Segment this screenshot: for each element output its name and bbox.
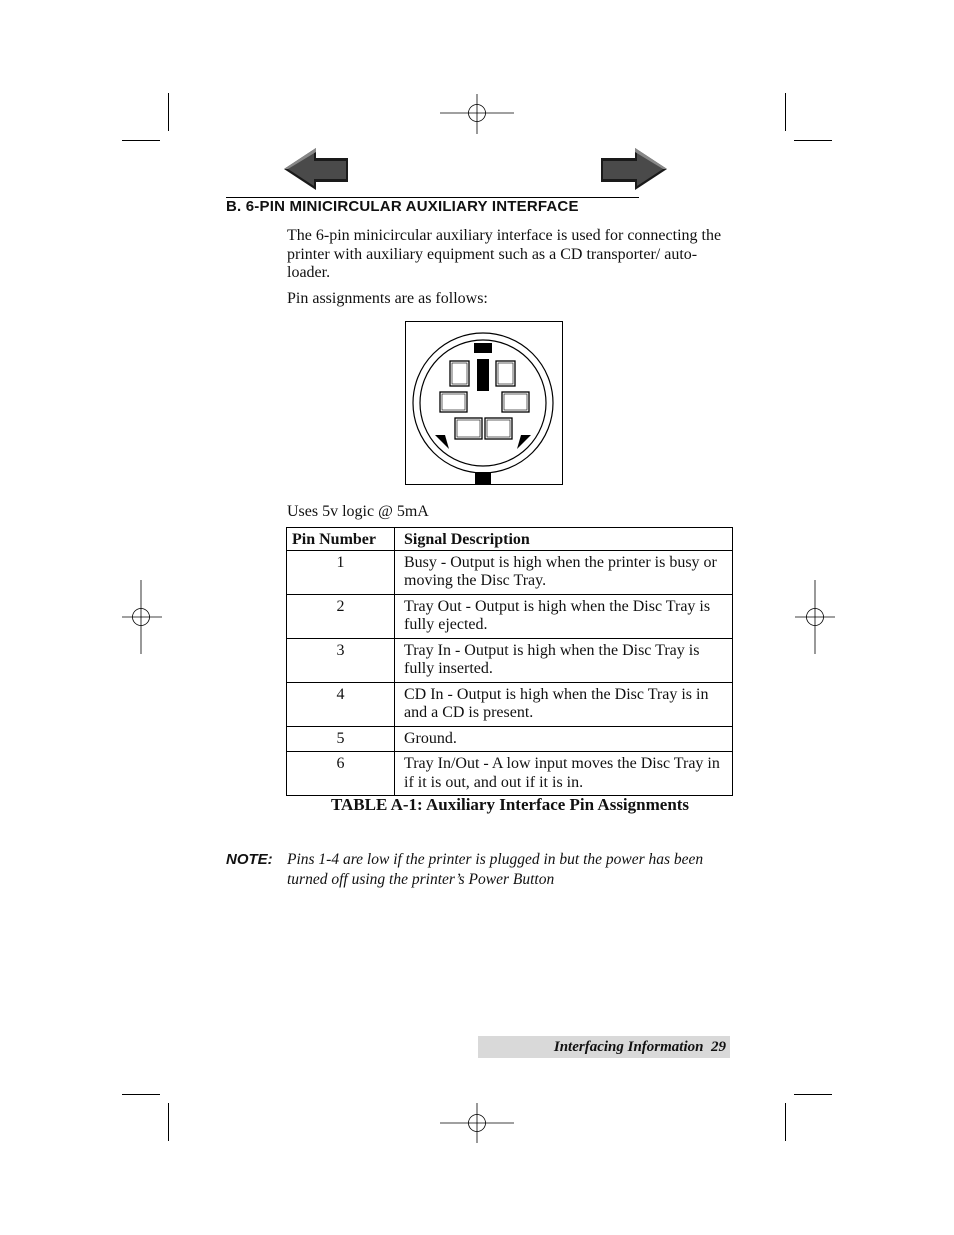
crop-mark [168,93,169,131]
left-arrow-icon[interactable] [280,146,350,192]
section-heading: B. 6-PIN MINICIRCULAR AUXILIARY INTERFACE [226,198,579,215]
crop-mark [794,1094,832,1095]
pin-number: 4 [287,682,395,726]
connector-pinout-diagram [405,321,563,485]
page-footer [478,1036,730,1058]
registration-mark-bottom [440,1103,514,1143]
right-arrow-icon[interactable] [599,146,671,192]
footer-section-title: Interfacing Information [553,1039,704,1055]
table-row [287,594,733,638]
signal-description: Tray Out - Output is high when the Disc Tray is fully ejected. [395,594,733,638]
signal-description: Tray In - Output is high when the Disc Tray is fully inserted. [395,638,733,682]
table-row [287,550,733,594]
table-header-row [287,528,733,551]
pin-number: 1 [287,550,395,594]
column-header-pin: Pin Number [287,528,395,551]
crop-mark [122,140,160,141]
pin-number: 6 [287,752,395,796]
pin-assignment-table [286,527,733,796]
intro-paragraph: The 6-pin minicircular auxiliary interface is used for connecting the printer with auxiliary equipment such as a CD transporter/ auto-loader. [287,227,722,281]
signal-description: Busy - Output is high when the printer is busy or moving the Disc Tray. [404,553,717,589]
signal-description: Ground. [395,726,733,752]
signal-description: Tray In/Out - A low input moves the Disc Tray in if it is out, and out if it is in. [395,752,733,796]
table-row [287,726,733,752]
page-number: 29 [711,1039,726,1055]
table-row [287,682,733,726]
crop-mark [794,140,832,141]
crop-mark [785,1103,786,1141]
note-text: Pins 1-4 are low if the printer is plugged in but the power has been turned off using the printer’s Power Button [287,851,704,888]
crop-mark [122,1094,160,1095]
column-header-description: Signal Description [395,528,733,551]
note-label: NOTE: [226,851,273,868]
table-caption: TABLE A-1: Auxiliary Interface Pin Assignments [330,795,690,814]
pin-assignments-lead: Pin assignments are as follows: [287,290,488,307]
table-row [287,638,733,682]
registration-mark-right [795,580,835,654]
registration-mark-left [122,580,162,654]
logic-note: Uses 5v logic @ 5mA [287,503,429,520]
registration-mark-top [440,94,514,134]
pin-number: 5 [287,726,395,752]
pin-number: 2 [287,594,395,638]
crop-mark [168,1103,169,1141]
pin-number: 3 [287,638,395,682]
table-row [287,752,733,796]
crop-mark [785,93,786,131]
signal-description: CD In - Output is high when the Disc Tray is in and a CD is present. [395,682,733,726]
